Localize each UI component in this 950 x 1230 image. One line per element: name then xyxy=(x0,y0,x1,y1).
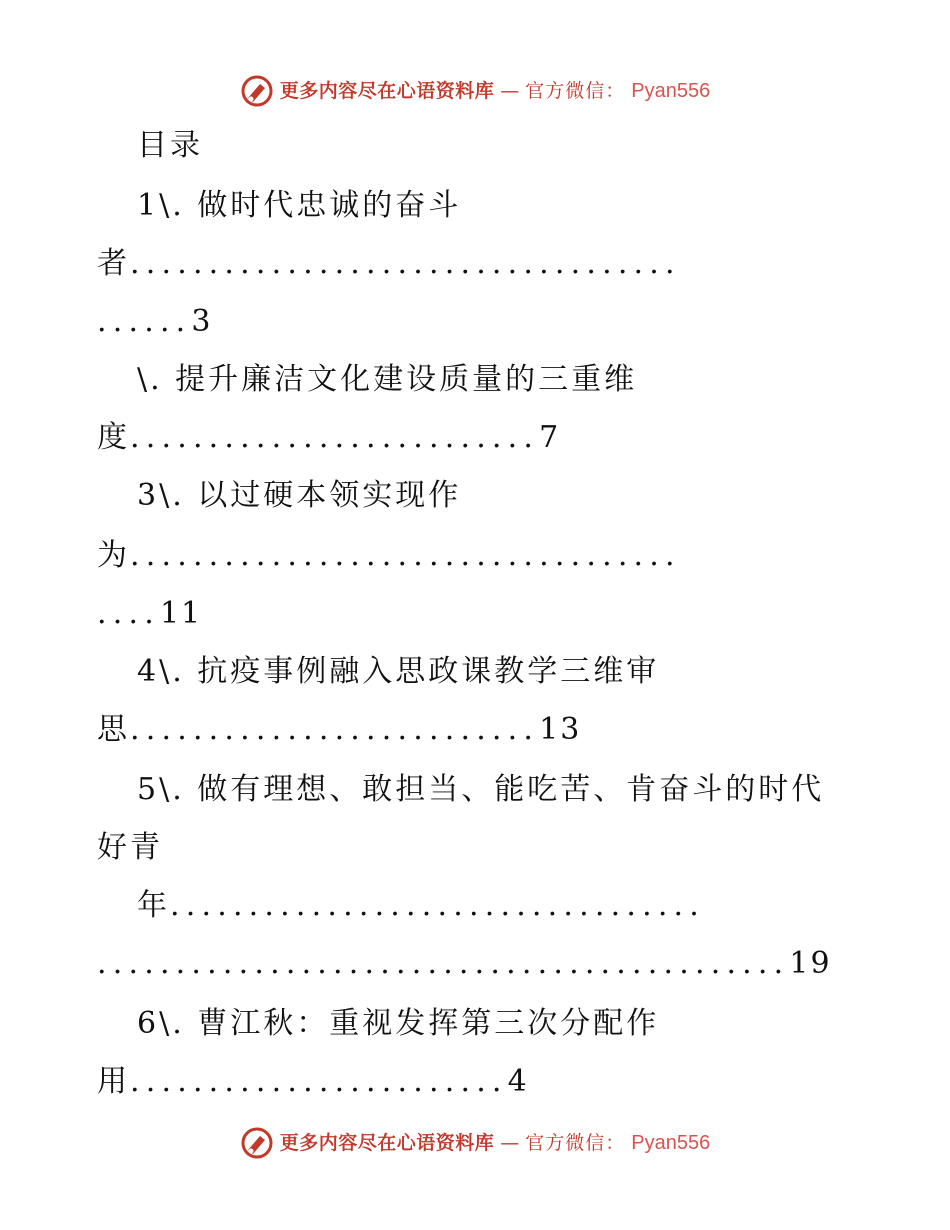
toc-leader-dots: ............................................ xyxy=(97,946,790,981)
toc-leader-dots: ................................... xyxy=(130,246,681,281)
watermark-site-text: 更多内容尽在心语资料库 xyxy=(279,1132,495,1154)
toc-leader-dots: ................................... xyxy=(130,538,681,573)
toc-heading: 目录 xyxy=(137,128,203,163)
toc-entry-2-tail: 度 xyxy=(97,420,130,455)
toc-entry-3-tail: 为 xyxy=(97,538,130,573)
header-watermark xyxy=(0,74,950,108)
toc-entry-6-leader xyxy=(97,1064,529,1100)
toc-entry-3-title: 3\. 以过硬本领实现作 xyxy=(137,478,462,513)
toc-entry-5-title: 5\. 做有理想、敢担当、能吃苦、肯奋斗的时代 xyxy=(137,772,825,807)
toc-entry-1-page-line xyxy=(97,304,213,340)
toc-entry-2-title: \. 提升廉洁文化建设质量的三重维 xyxy=(137,362,638,397)
toc-entry-4-page: 13 xyxy=(539,712,582,747)
toc-leader-dots: .................................. xyxy=(170,888,706,923)
toc-entry-3-page: 11 xyxy=(159,596,203,631)
toc-entry-6-tail: 用 xyxy=(97,1064,130,1099)
watermark-wechat-id: Pyan556 xyxy=(631,1132,711,1154)
toc-entry-6-page: 4 xyxy=(507,1064,529,1099)
watermark-separator: — xyxy=(500,1132,520,1154)
toc-entry-5-title-cont: 好青 xyxy=(97,830,163,865)
toc-leader-dots: ...... xyxy=(97,304,192,339)
toc-entry-5-tail: 年 xyxy=(137,888,170,923)
toc-entry-1-page: 3 xyxy=(191,304,213,339)
toc-entry-1-title: 1\. 做时代忠诚的奋斗 xyxy=(137,188,462,223)
toc-leader-dots: .......................... xyxy=(130,712,540,747)
toc-entry-4-tail: 思 xyxy=(97,712,130,747)
toc-entry-4-leader xyxy=(97,712,581,748)
toc-entry-4-title: 4\. 抗疫事例融入思政课教学三维审 xyxy=(137,654,660,689)
toc-leader-dots: .......................... xyxy=(130,420,540,455)
toc-entry-1-tail: 者 xyxy=(97,246,130,281)
watermark-wechat-label: 官方微信： xyxy=(525,1132,626,1154)
pen-logo-icon xyxy=(240,74,274,108)
footer-watermark xyxy=(0,1126,950,1160)
toc-entry-3-page-line xyxy=(97,596,202,632)
toc-entry-2-page: 7 xyxy=(539,420,561,455)
toc-entry-5-leader xyxy=(137,888,705,924)
toc-entry-5-page: 19 xyxy=(789,946,832,981)
watermark-site-text: 更多内容尽在心语资料库 xyxy=(279,80,495,102)
watermark-wechat-id: Pyan556 xyxy=(631,80,711,102)
toc-entry-2-leader xyxy=(97,420,560,456)
toc-leader-dots: .... xyxy=(97,596,160,631)
toc-entry-1-leader xyxy=(97,246,681,282)
pen-logo-icon xyxy=(240,1126,274,1160)
toc-entry-5-page-line xyxy=(97,946,832,982)
toc-entry-3-leader xyxy=(97,538,681,574)
toc-leader-dots: ........................ xyxy=(130,1064,508,1099)
watermark-wechat-label: 官方微信： xyxy=(525,80,626,102)
watermark-separator: — xyxy=(500,80,520,102)
toc-entry-6-title: 6\. 曹江秋：重视发挥第三次分配作 xyxy=(137,1006,660,1041)
